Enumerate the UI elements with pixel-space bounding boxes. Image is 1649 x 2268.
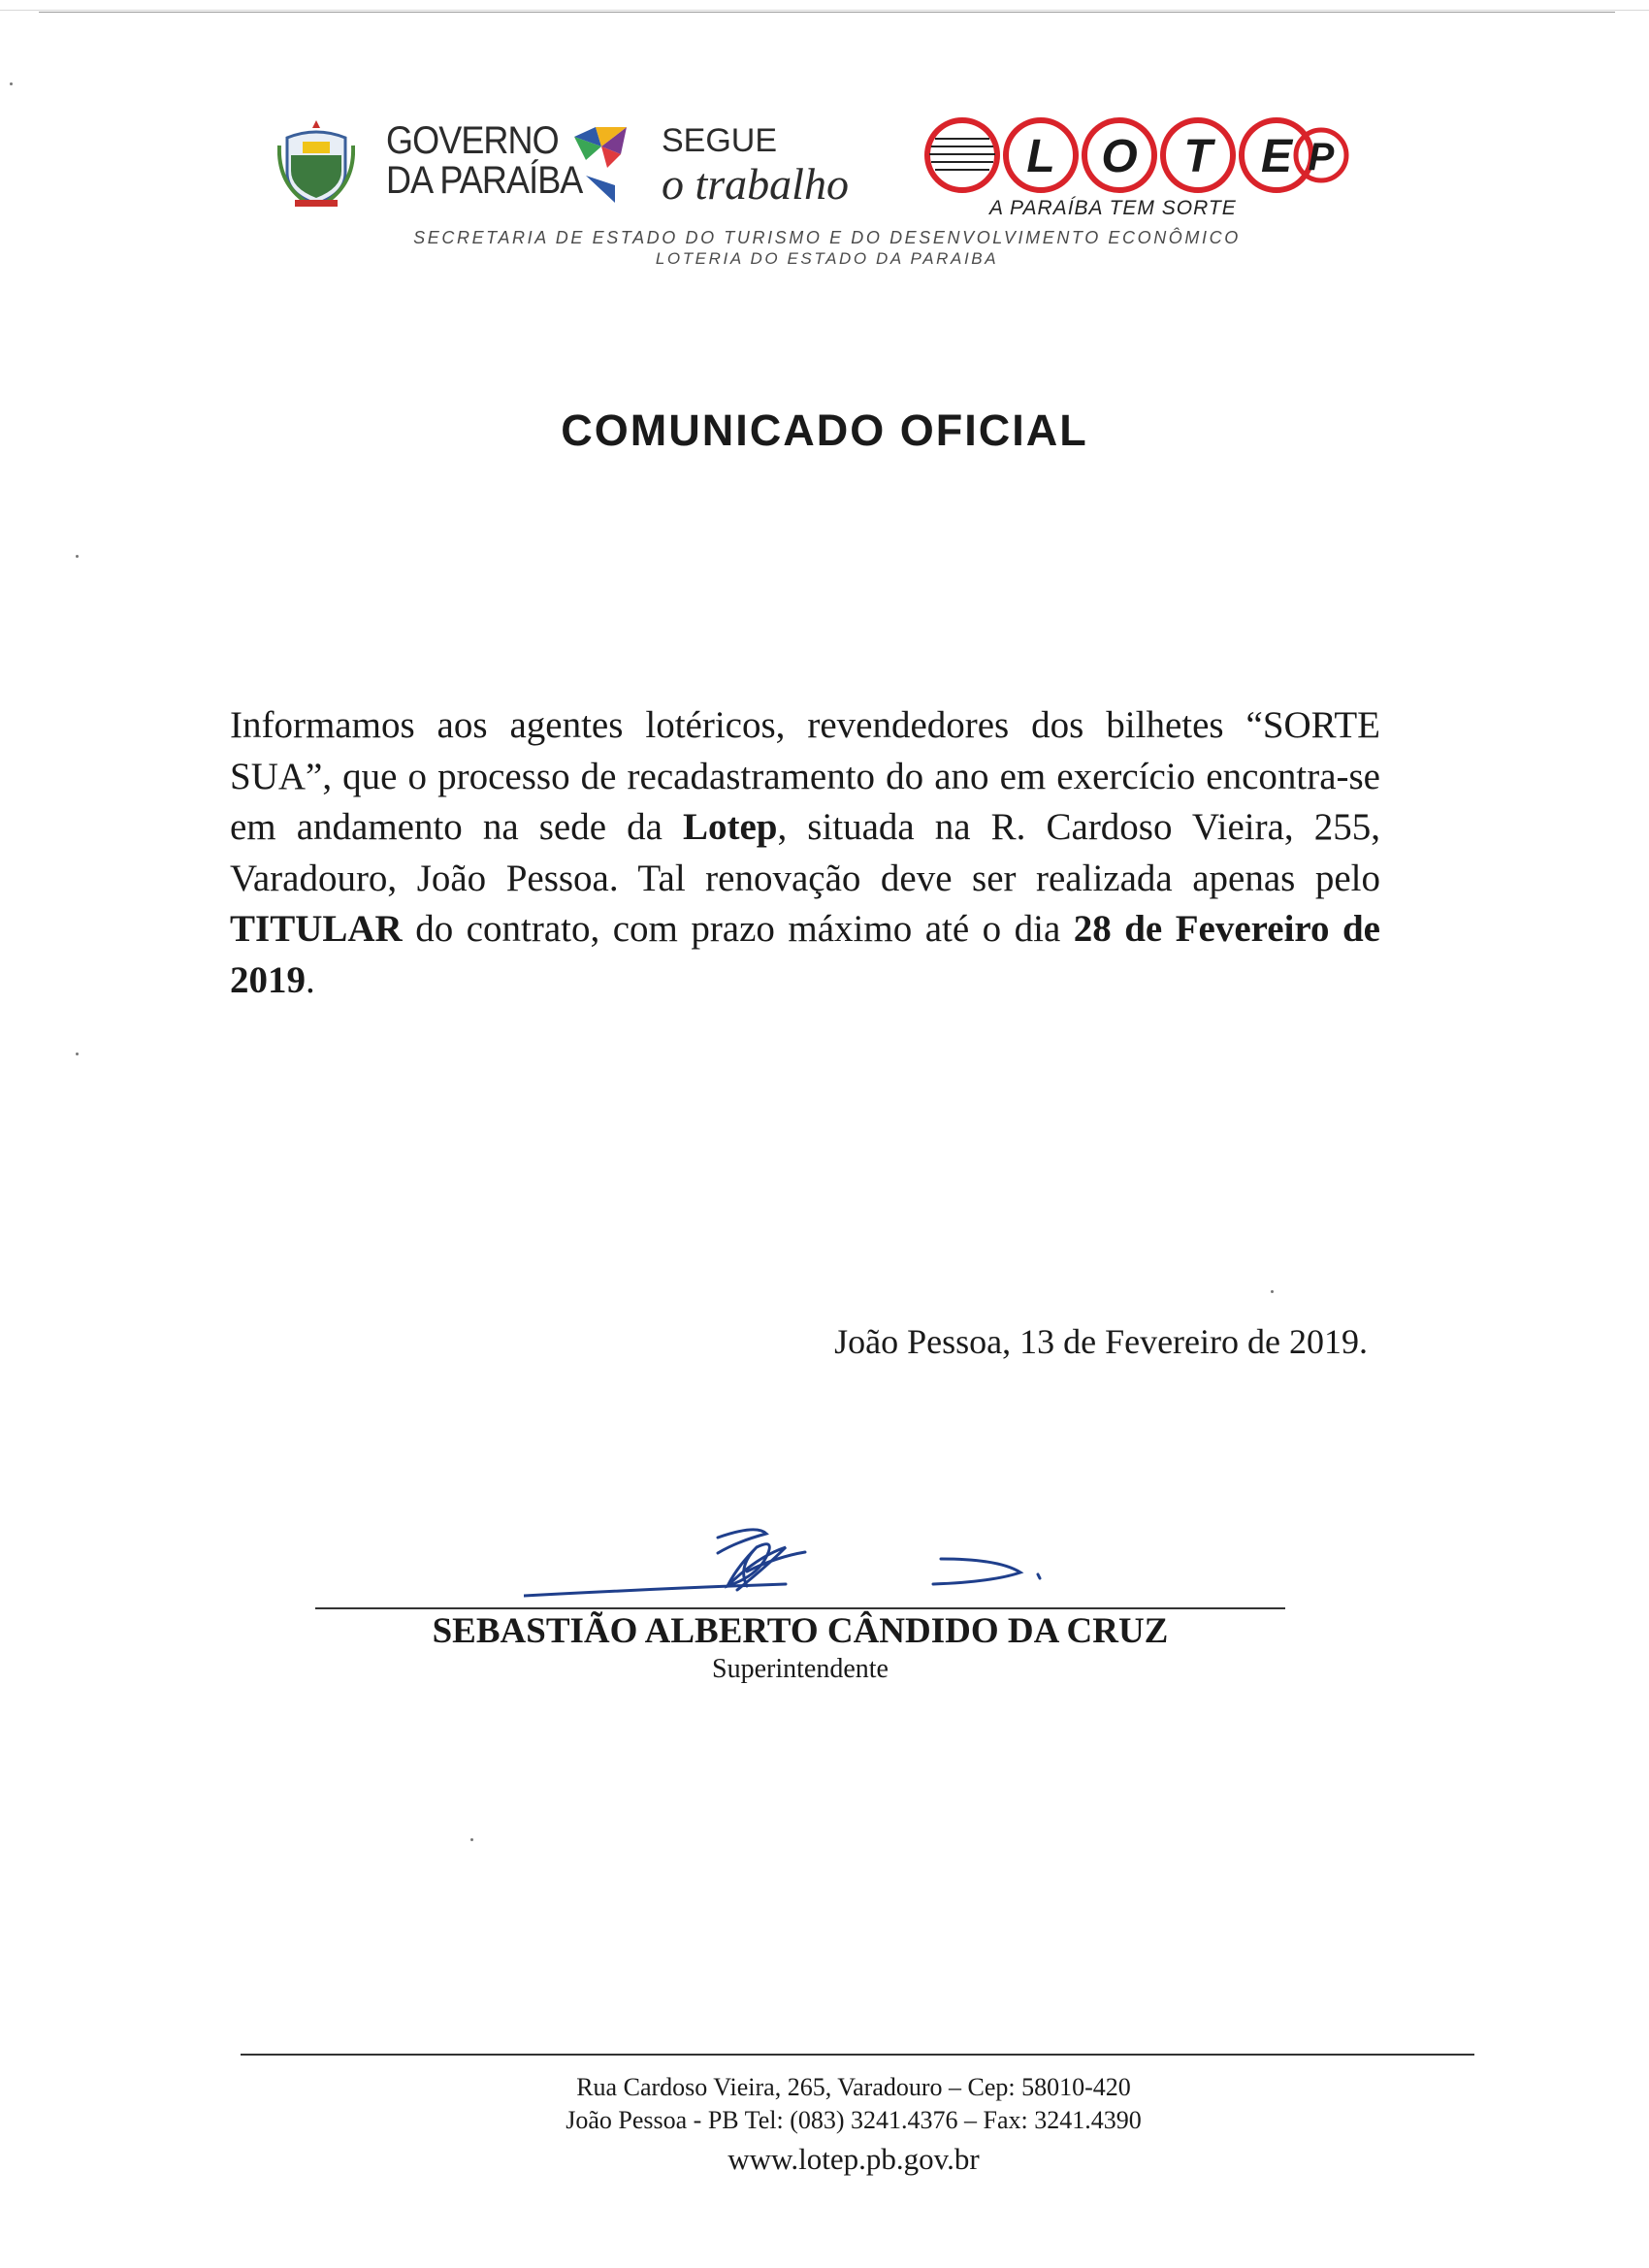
body-bold-lotep: Lotep <box>682 806 778 848</box>
footer <box>0 2071 1649 2182</box>
governo-paraiba-logo-text <box>386 121 582 201</box>
signature-line <box>315 1607 1285 1609</box>
lotep-letter-o: O <box>1101 131 1138 182</box>
body-text-4: . <box>306 958 315 1001</box>
scan-speck <box>76 555 79 558</box>
scan-edge <box>0 0 1649 11</box>
scan-top-line <box>39 12 1615 13</box>
lotep-slogan: A PARAÍBA TEM SORTE <box>989 197 1237 219</box>
notice-body <box>230 700 1380 1006</box>
lotep-letters <box>922 115 1353 195</box>
scan-speck <box>470 1838 473 1841</box>
body-text-2: , situada na R. Cardoso Vieira, 255, Varadouro, João Pessoa. Tal renovação deve ser realizada apenas pelo <box>230 806 1380 899</box>
loteria-line: LOTERIA DO ESTADO DA PARAIBA <box>655 249 999 268</box>
segue-colored-mark-icon <box>572 125 629 205</box>
body-bold-titular: TITULAR <box>230 908 403 950</box>
lotep-letter-t: T <box>1183 131 1212 182</box>
scan-speck <box>10 82 13 85</box>
scan-speck <box>76 1053 79 1055</box>
date-line: João Pessoa, 13 de Fevereiro de 2019. <box>834 1322 1368 1361</box>
lotep-letter-e: E <box>1260 131 1293 182</box>
page-title: COMUNICADO OFICIAL <box>561 405 1088 455</box>
lotep-letter-l: L <box>1026 131 1055 182</box>
body-text-1: Informamos aos agentes lotéricos, revendedores dos bilhetes “SORTE SUA”, que o processo de recadastramento do ano em exercício encontra-se em andamento na sede da <box>230 704 1380 848</box>
lotep-letter-p: P <box>1308 136 1335 178</box>
gov-line2: DA PARAÍBA <box>386 159 583 202</box>
footer-address: Rua Cardoso Vieira, 265, Varadouro – Cep: 58010-420 <box>576 2073 1131 2101</box>
scan-speck <box>1271 1290 1274 1293</box>
body-bold-deadline: 28 de Fevereiro de 2019 <box>230 908 1380 1001</box>
trabalho-label: o trabalho <box>662 159 849 209</box>
signer-name: SEBASTIÃO ALBERTO CÂNDIDO DA CRUZ <box>432 1611 1169 1651</box>
footer-contact: João Pessoa - PB Tel: (083) 3241.4376 – Fax: 3241.4390 <box>566 2106 1142 2134</box>
letterhead <box>272 112 1368 281</box>
body-text-3: do contrato, com prazo máximo até o dia <box>402 908 1074 950</box>
secretaria-line: SECRETARIA DE ESTADO DO TURISMO E DO DESENVOLVIMENTO ECONÔMICO <box>413 228 1241 247</box>
footer-website: www.lotep.pb.gov.br <box>728 2142 980 2176</box>
footer-divider <box>241 2054 1474 2056</box>
paraiba-coat-of-arms-icon <box>277 116 355 209</box>
gov-line1: GOVERNO <box>386 119 559 162</box>
signer-role: Superintendente <box>712 1654 889 1684</box>
segue-label: SEGUE <box>662 122 778 159</box>
